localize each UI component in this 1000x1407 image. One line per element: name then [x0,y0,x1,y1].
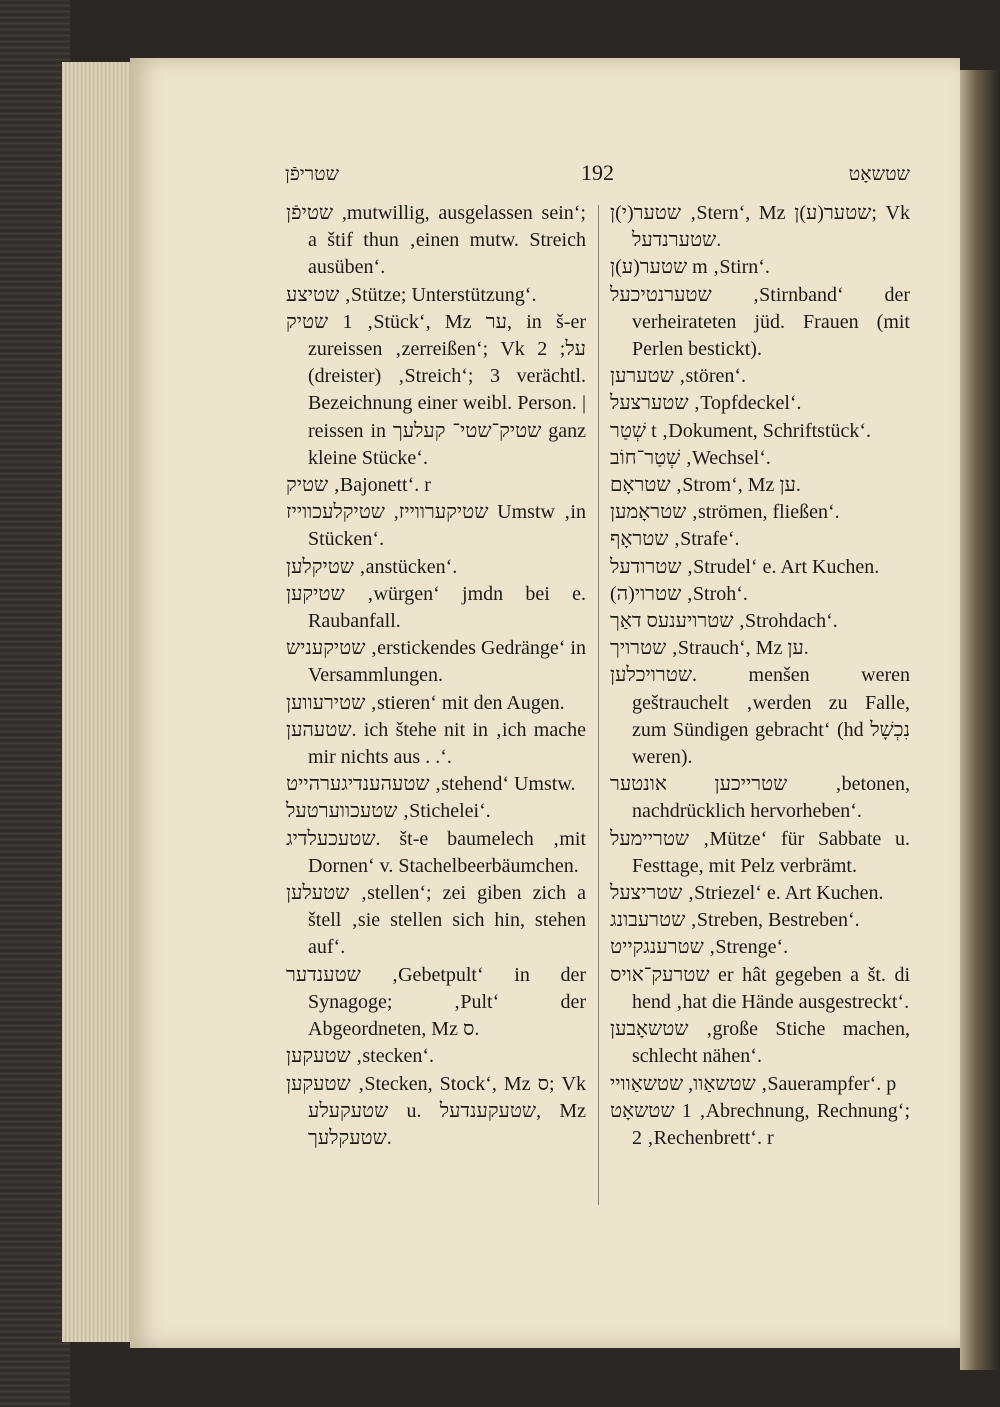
entry-headword: שטרעק־אויס [610,963,710,986]
entry-headword: שטראָף [610,528,669,551]
entry-definition: ‚stieren‘ mit den Augen. [365,691,565,714]
entry-definition: . ich štehe nit in ‚ich mache mir nichts aus . .‘. [308,718,586,769]
column-divider [598,205,599,1205]
entry-definition: ,mutwillig, ausgelassen sein‘; a štif thun ‚einen mutw. Streich ausüben‘. [308,202,586,279]
entry-headword: שטריצעל [610,882,683,905]
entry-definition: ‚Stecken, Stock‘, Mz ס; Vk שטעקעלע u. שטעקענדעל, Mz שטעקלעך. [308,1072,586,1149]
entry-definition: ‚Strafe‘. [668,528,740,551]
entry-headword: שטשאַוו, שטשאַוויי [610,1072,756,1095]
dictionary-entry [610,826,910,880]
entry-definition: ‚Strauch‘, Mz ען. [666,637,809,660]
entry-definition: . št-e baumelech ‚mit Dornen‘ v. Stachelbeerbäumchen. [308,827,586,877]
page-number: 192 [581,160,614,185]
dictionary-entry [610,635,910,662]
entry-definition: 1 ‚Stück‘, Mz ער, in š-er zureissen ‚zerreißen‘; Vk על; 2 (dreister) ‚Streich‘; 3 verächtl. Bezeichnung einer weibl. Person. | reissen in שטיק־שטי־ קעלעך ganz kleine Stücke‘. [308,310,586,469]
dictionary-entry [610,880,910,907]
entry-headword: שטיק [286,310,329,333]
entry-definition: ‚Strudel‘ e. Art Kuchen. [681,555,880,578]
entry-headword: שטעלען [286,882,350,905]
entry-headword: שטריימעל [610,827,690,850]
entry-headword: שטערנטיכעל [610,283,712,306]
dictionary-entry [610,934,910,961]
left-column [286,200,586,1152]
dictionary-entry [286,282,586,309]
entry-headword: שטיצע [286,283,340,306]
dictionary-entry [286,200,586,282]
entry-definition: ‚Gebetpult‘ in der Synagoge; ‚Pult‘ der Abgeordneten, Mz ס. [308,963,586,1041]
entry-definition: ‚strömen, fließen‘. [686,501,840,524]
dictionary-entry [286,690,586,717]
entry-definition: ‚Stirnband‘ der verheirateten jüd. Frauen (mit Perlen bestickt). [632,283,910,361]
dictionary-entry [610,1098,910,1152]
dictionary-entry [610,771,910,825]
dictionary-entry [286,798,586,825]
entry-definition: ‚Sauerampfer‘. p [755,1072,897,1095]
entry-headword: שטרענגקייט [610,936,704,959]
dictionary-entry [610,526,910,553]
entry-headword: שטירעווען [286,691,366,714]
dictionary-entry [286,581,586,635]
entry-headword: שטרייכען אונטער [610,773,788,796]
entry-headword: שטיקלען [286,555,354,578]
entry-definition: ‚Topfdeckel‘. [688,392,802,415]
dictionary-entry [286,554,586,581]
dictionary-entry [610,662,910,771]
entry-headword: שטראָם [610,474,671,497]
entry-headword: שטשאָבען [610,1018,689,1041]
entry-definition: ‚Stern‘, Mz שטער(ע)ן; Vk שטערנדעל. [632,202,910,252]
dictionary-entry [286,771,586,798]
dictionary-entry [610,472,910,499]
entry-headword: שטעכעלדיג [286,827,376,850]
entry-definition: ‚Stichelei‘. [397,800,491,823]
dictionary-entry [286,962,586,1044]
book-gutter-right [960,70,1000,1370]
entry-definition: 1 ‚Abrechnung, Rechnung‘; 2 ‚Rechenbrett‘. r [632,1099,910,1149]
entry-definition: ‚anstücken‘. [353,555,458,578]
dictionary-entry [610,254,910,281]
entry-definition: ‚Strenge‘. [703,936,789,959]
entry-headword: שטרויענעס דאַך [610,610,734,633]
dictionary-entry [610,1071,910,1098]
entry-headword: שטיקען [286,582,345,605]
entry-headword: שטרוי(ה) [610,582,682,605]
dictionary-entry [610,390,910,417]
entry-headword: שטראָמען [610,501,687,524]
entry-definition: ‚Streben, Bestreben‘. [685,909,860,932]
dictionary-entry [610,554,910,581]
dictionary-entry [286,309,586,472]
entry-headword: שטעקען [286,1072,351,1095]
entry-definition: ‚stehend‘ Umstw. [429,773,576,796]
entry-headword: שטערען [610,365,674,388]
dictionary-entry [610,1016,910,1070]
entry-definition: er hât gegeben a št. di hend ‚hat die Hände ausgestreckt‘. [632,963,910,1013]
dictionary-entry [610,445,910,472]
dictionary-entry [610,962,910,1016]
entry-definition: ‚Mütze‘ für Sabbate u. Festtage, mit Pelz verbrämt. [632,827,910,877]
entry-definition: ‚Striezel‘ e. Art Kuchen. [682,882,884,905]
dictionary-entry [286,717,586,771]
dictionary-entry [286,1071,586,1153]
entry-definition: . menšen weren geštrauchelt ‚werden zu Falle, zum Sündigen gebracht‘ (hd נִכְשָׁל weren). [632,664,910,769]
entry-definition: ‚Strohdach‘. [733,610,838,633]
entry-headword: שטענדער [286,963,361,986]
header-guide-word-left: שטריפֿן [285,164,340,185]
dictionary-entry [286,880,586,962]
entry-headword: שטיק [286,474,329,497]
entry-definition: m ‚Stirn‘. [687,256,770,279]
dictionary-entry [286,472,586,499]
dictionary-entry [286,499,586,553]
entry-definition: ‚Wechsel‘. [680,446,771,469]
page-header [285,160,910,190]
entry-headword: שטערצעל [610,392,689,415]
dictionary-entry [610,907,910,934]
entry-headword: שטעהענדיגערהייט [286,773,430,796]
entry-definition: Umstw ‚in Stücken‘. [308,501,586,551]
entry-headword: שטרויכלען [610,664,692,687]
entry-definition: ‚stören‘. [673,365,747,388]
dictionary-entry [610,282,910,364]
entry-definition: ‚Strom‘, Mz ען. [670,474,801,497]
dictionary-entry [286,1043,586,1070]
entry-headword: שְׁטַר־חוֹב [610,446,681,469]
entry-headword: שטעהען [286,718,352,741]
entry-headword: שטשאָט [610,1099,675,1122]
entry-definition: ‚Stroh‘. [681,582,748,605]
right-column [610,200,910,1152]
entry-definition: ‚stecken‘. [350,1045,434,1068]
entry-headword: שטעקען [286,1045,351,1068]
dictionary-entry [610,418,910,445]
entry-definition: ‚Stütze; Unterstützung‘. [339,283,537,306]
dictionary-entry [610,363,910,390]
entry-definition: ‚erstickendes Gedränge‘ in Versammlungen. [308,637,586,687]
dictionary-entry [610,200,910,254]
entry-definition: ‚Bajonett‘. r [328,474,431,497]
entry-headword: שטרעבונג [610,909,686,932]
entry-headword: שטיפֿן [286,202,334,224]
dictionary-entry [610,608,910,635]
entry-headword: שטיקערווייז, שטיקלעכווייז [286,501,489,524]
dictionary-entry [610,499,910,526]
entry-headword: שטער(י)ן [610,202,682,224]
dictionary-entry [286,826,586,880]
entry-definition: ‚große Stiche machen, schlecht nähen‘. [632,1018,910,1068]
book-cover-edge [0,0,70,1407]
entry-definition: ‚betonen, nachdrücklich hervorheben‘. [632,773,910,823]
entry-headword: שטיקעניש [286,637,366,660]
entry-headword: שטער(ע)ן [610,256,688,279]
entry-definition: ‚stellen‘; zei giben zich a štell ‚sie stellen sich hin, stehen auf‘. [308,882,586,959]
dictionary-entry [610,581,910,608]
entry-headword: שטעכווערטעל [286,800,398,823]
entry-definition: t ‚Dokument, Schriftstück‘. [646,419,872,442]
dictionary-entry [286,635,586,689]
entry-headword: שְׁטַר [610,419,647,442]
entry-headword: שטרודעל [610,555,682,578]
header-guide-word-right: שטשאָט [848,164,910,185]
entry-definition: ‚würgen‘ jmdn bei e. Raubanfall. [308,582,586,633]
entry-headword: שטרויך [610,637,667,660]
